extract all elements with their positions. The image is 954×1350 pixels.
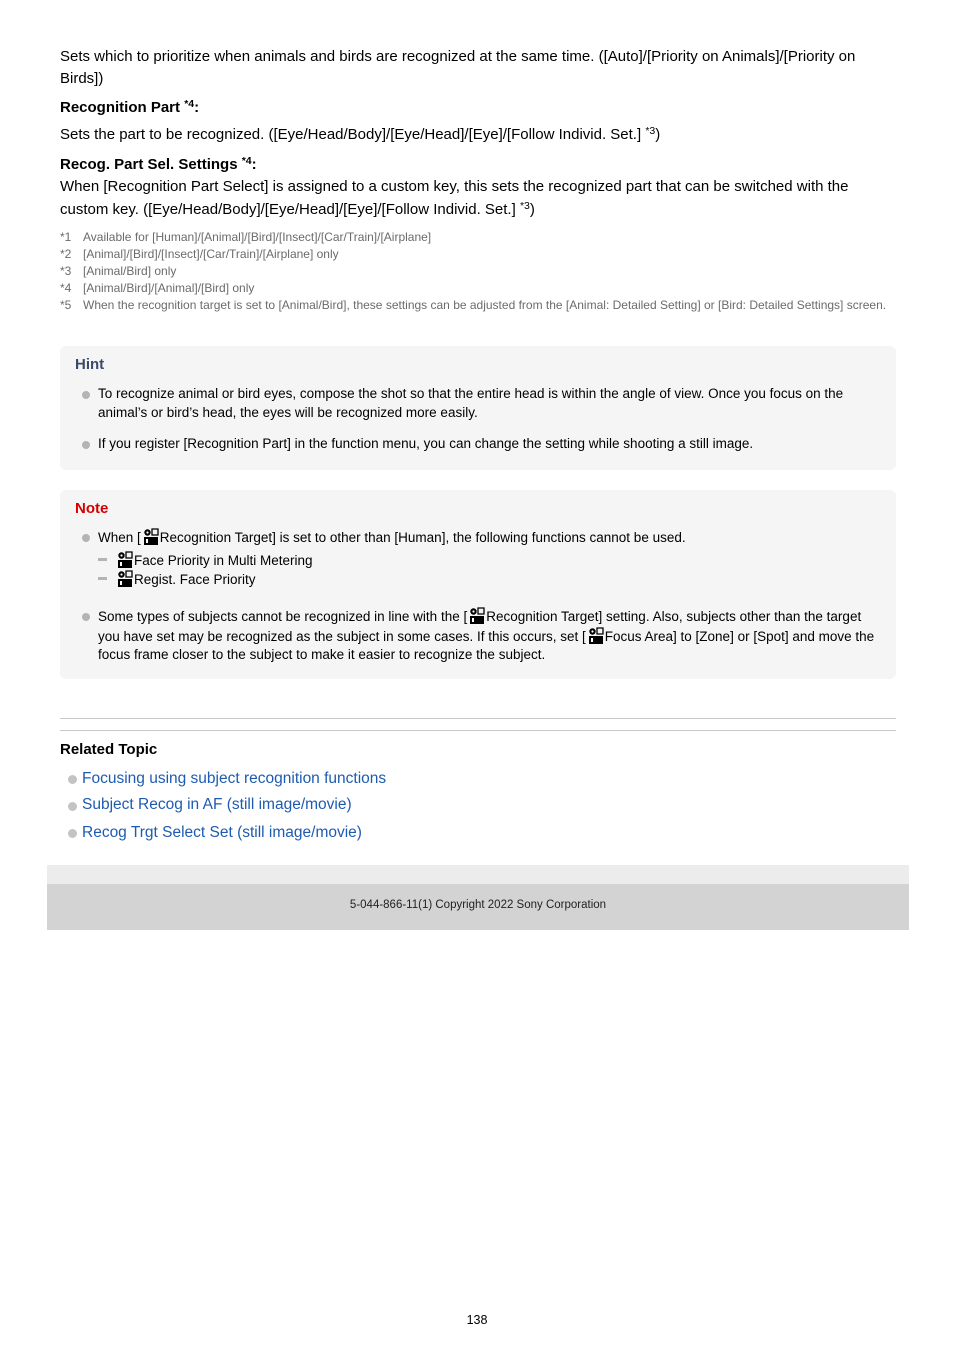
footer — [47, 884, 909, 930]
related-link[interactable]: Subject Recog in AF (still image/movie) — [82, 796, 352, 813]
footer-band — [47, 865, 909, 884]
footnote: *4 [Animal/Bird]/[Animal]/[Bird] only — [60, 280, 255, 295]
footnote-ref: *3 — [519, 199, 530, 212]
footnote-ref: *4 — [184, 98, 195, 110]
copyright: 5-044-866-11(1) Copyright 2022 Sony Corporation — [349, 899, 607, 911]
note-box — [60, 490, 896, 679]
related-topic-title: Related Topic — [60, 741, 158, 758]
bullet-dot-icon — [68, 829, 77, 838]
note-subitem: Regist. Face Priority — [98, 570, 256, 589]
note-title: Note — [75, 500, 109, 517]
subject-recognition-icon — [116, 570, 133, 588]
hint-item: If you register [Recognition Part] in the function menu, you can change the setting while shooting a still image. — [98, 435, 883, 454]
part-sel-heading: Recog. Part Sel. Settings $^{*4}$: — [60, 154, 257, 173]
intro-text: Sets which to prioritize when animals and birds are recognized at the same time. ([Auto]/[Priority on Animals]/[Priority on Birds]) — [60, 48, 856, 87]
bullet-dot-icon — [68, 775, 77, 784]
related-link[interactable]: Focusing using subject recognition functions — [82, 770, 387, 787]
footnote: *5 When the recognition target is set to [Animal/Bird], these settings can be adjusted from the [Animal: Detailed Setting] or [Bird: Detailed Settings] screen. — [60, 297, 887, 312]
note-item: Some types of subjects cannot be recognized in line with the [ Recognition Target] setting. Also, subjects other than the target you have set may be recognized as the subject in some cases. If this occurs, set [ Focus Area] to [Zone] or [Spot] and move the focus frame closer to the subject to make it easier to recognize the subject. — [98, 607, 883, 665]
bullet-dot-icon — [82, 441, 90, 449]
footnote: *1 Available for [Human]/[Animal]/[Bird]/[Insect]/[Car/Train]/[Airplane] — [60, 229, 432, 244]
page-number: 138 — [466, 1313, 488, 1327]
bullet-dot-icon — [68, 802, 77, 811]
note-subitem: Face Priority in Multi Metering — [98, 551, 313, 570]
footnote: *3 [Animal/Bird] only — [60, 263, 177, 278]
bullet-dot-icon — [82, 391, 90, 399]
part-sel-text: When [Recognition Part Select] is assigned to a custom key, this sets the recognized part that can be switched with the custom key. ([Eye/Head/Body]/[Eye/Head]/[Eye]/[Follow Individ. Set.] $^{*3}$) — [60, 177, 849, 218]
hint-box — [60, 346, 896, 470]
related-link[interactable]: Recog Trgt Select Set (still image/movie) — [82, 824, 362, 841]
divider — [60, 718, 896, 719]
recognition-part-heading: Recognition Part $^{*4}$: — [60, 98, 200, 116]
subject-recognition-icon — [468, 607, 485, 625]
footnote-ref: *3 — [645, 125, 656, 137]
subject-recognition-icon — [587, 627, 604, 645]
footnotes — [60, 229, 895, 314]
footnote-ref: *4 — [241, 154, 252, 167]
dash-icon — [98, 577, 107, 580]
dash-icon — [98, 558, 107, 561]
subject-recognition-icon — [116, 551, 133, 569]
hint-item: To recognize animal or bird eyes, compose the shot so that the entire head is within the angle of view. Once you focus on the animal’s or bird’s head, the eyes will be recognized more easily. — [98, 385, 883, 422]
subject-recognition-icon — [142, 528, 159, 546]
main-content — [60, 46, 895, 314]
divider — [60, 730, 896, 731]
note-item: When [ Recognition Target] is set to other than [Human], the following functions cannot be used. — [98, 528, 883, 548]
footnote: *2 [Animal]/[Bird]/[Insect]/[Car/Train]/[Airplane] only — [60, 246, 339, 261]
bullet-dot-icon — [82, 534, 90, 542]
recognition-part-text: Sets the part to be recognized. ([Eye/Head/Body]/[Eye/Head]/[Eye]/[Follow Individ. Set.] $^{*3}$) — [60, 125, 661, 143]
hint-title: Hint — [75, 356, 105, 373]
bullet-dot-icon — [82, 613, 90, 621]
